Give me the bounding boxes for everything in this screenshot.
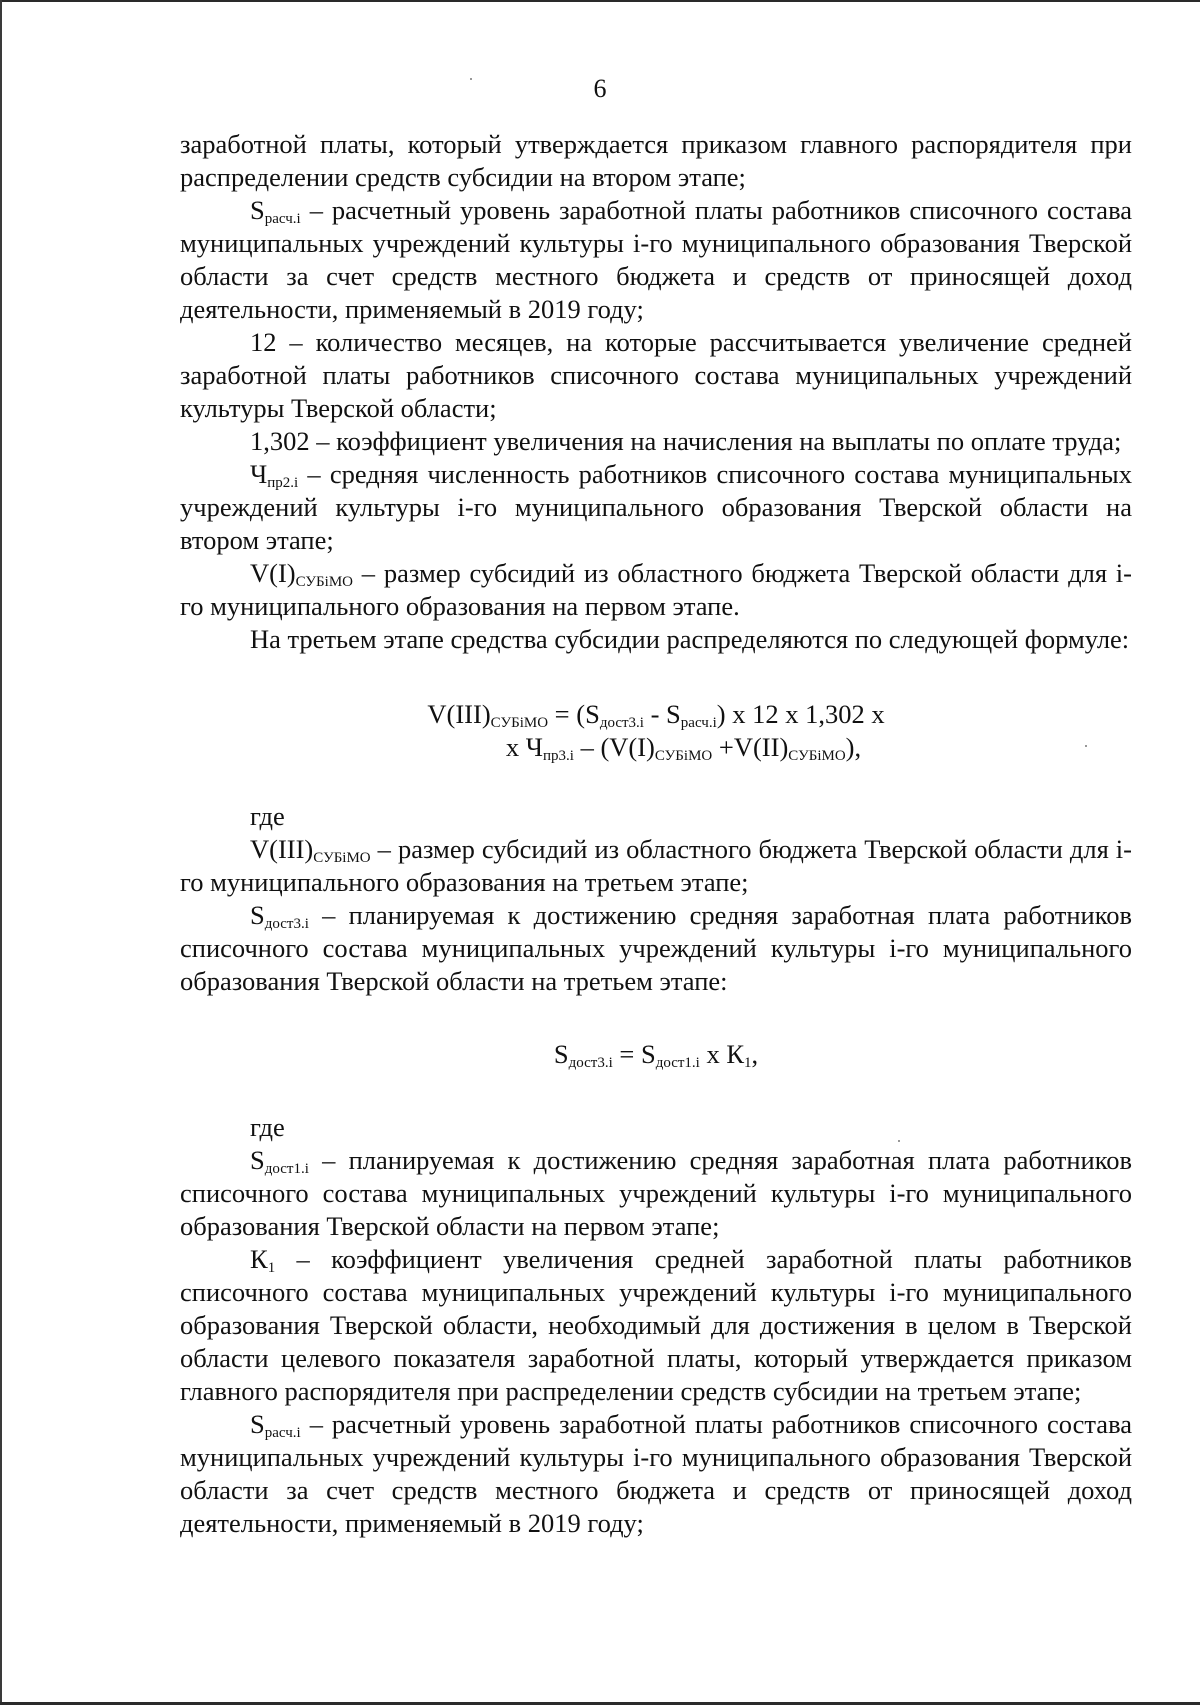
scan-edge-left bbox=[0, 0, 2, 1705]
paragraph: 1,302 – коэффициент увеличения на начисления на выплаты по оплате труда; bbox=[250, 426, 1122, 456]
subscript: 1 bbox=[744, 1055, 752, 1071]
formula-part: S bbox=[553, 1039, 569, 1069]
formula-part: = S bbox=[612, 1039, 656, 1069]
formula-part: V(III) bbox=[427, 699, 491, 729]
formula-target-salary bbox=[180, 1038, 1132, 1071]
symbol: Ч bbox=[250, 459, 268, 489]
symbol: S bbox=[250, 195, 265, 225]
formula-part: x К bbox=[699, 1039, 745, 1069]
paragraph: заработной платы, который утверждается приказом главного распорядителя при распределении средств субсидии на втором этапе; bbox=[180, 129, 1132, 192]
where-label: где bbox=[250, 801, 285, 831]
subscript: пр3.i bbox=[542, 748, 574, 764]
formula-subsidy-third-stage bbox=[180, 698, 1132, 764]
where-label: где bbox=[250, 1112, 285, 1142]
symbol: S bbox=[250, 1409, 265, 1439]
subscript: расч.i bbox=[264, 1425, 301, 1441]
formula-part: +V(II) bbox=[712, 732, 789, 762]
paragraph bbox=[180, 899, 1132, 998]
formula-part: – (V(I) bbox=[573, 732, 655, 762]
symbol: S bbox=[250, 1145, 265, 1175]
paragraph bbox=[180, 1243, 1132, 1408]
paragraph bbox=[180, 194, 1132, 326]
subscript: дост3.i bbox=[264, 916, 309, 932]
formula-part: ), bbox=[845, 732, 862, 762]
paragraph-text: – средняя численность работников списочного состава муниципальных учреждений культуры i-го муниципального образования Тверской области на втором этапе; bbox=[180, 459, 1132, 555]
subscript: СУБiМО bbox=[490, 715, 549, 731]
paragraph-text: – коэффициент увеличения средней заработной платы работников списочного состава муниципальных учреждений культуры i-го муниципального образования Тверской области, необходимый для достижения в целом в Тверской области целевого показателя заработной платы, который утверждается приказом главного распорядителя при распределении средств субсидии на третьем этапе; bbox=[180, 1244, 1132, 1406]
scan-edge-top bbox=[0, 0, 1200, 2]
page-number: 6 bbox=[593, 74, 607, 103]
subscript: расч.i bbox=[264, 211, 301, 227]
paragraph bbox=[180, 1144, 1132, 1243]
paragraph bbox=[180, 833, 1132, 899]
formula-line bbox=[180, 698, 1132, 731]
paragraph bbox=[180, 458, 1132, 557]
subscript: 1 bbox=[267, 1260, 276, 1276]
paragraph-text: – расчетный уровень заработной платы работников списочного состава муниципальных учреждений культуры i-го муниципального образования Тверской области за счет средств местного бюджета и средств от приносящей доход деятельности, применяемый в 2019 году; bbox=[180, 1409, 1132, 1538]
paragraph-text: – расчетный уровень заработной платы работников списочного состава муниципальных учреждений культуры i-го муниципального образования Тверской области за счет средств местного бюджета и средств от приносящей доход деятельности, применяемый в 2019 году; bbox=[180, 195, 1132, 324]
paragraph bbox=[180, 557, 1132, 623]
body-text bbox=[180, 128, 1132, 1540]
paragraph-text: – размер субсидий из областного бюджета Тверской области для i-го муниципального образования на первом этапе. bbox=[180, 558, 1132, 621]
paragraph-text: – планируемая к достижению средняя заработная плата работников списочного состава муниципальных учреждений культуры i-го муниципального образования Тверской области на третьем этапе: bbox=[180, 900, 1132, 996]
symbol: К bbox=[250, 1244, 268, 1274]
paragraph-text: – размер субсидий из областного бюджета Тверской области для i-го муниципального образования на третьем этапе; bbox=[180, 834, 1132, 897]
symbol: V(I) bbox=[250, 558, 296, 588]
subscript: СУБiМО bbox=[313, 850, 371, 866]
paragraph: На третьем этапе средства субсидии распределяются по следующей формуле: bbox=[250, 624, 1130, 654]
formula-part: = (S bbox=[548, 699, 600, 729]
subscript: дост3.i bbox=[568, 1055, 613, 1071]
formula-part: ) x 12 x 1,302 x bbox=[716, 699, 885, 729]
symbol: S bbox=[250, 900, 265, 930]
subscript: СУБiМО bbox=[654, 748, 713, 764]
subscript: расч.i bbox=[680, 715, 717, 731]
subscript: дост3.i bbox=[599, 715, 644, 731]
paragraph-text: – планируемая к достижению средняя заработная плата работников списочного состава муниципальных учреждений культуры i-го муниципального образования Тверской области на первом этапе; bbox=[180, 1145, 1132, 1241]
subscript: пр2.i bbox=[267, 475, 299, 491]
formula-line bbox=[180, 731, 1132, 764]
subscript: СУБiМО bbox=[788, 748, 846, 764]
symbol: V(III) bbox=[250, 834, 314, 864]
subscript: СУБiМО bbox=[295, 574, 354, 590]
formula-part: x Ч bbox=[505, 732, 543, 762]
formula-part: , bbox=[751, 1039, 759, 1069]
subscript: дост1.i bbox=[655, 1055, 700, 1071]
subscript: дост1.i bbox=[264, 1161, 309, 1177]
paragraph bbox=[180, 1408, 1132, 1540]
formula-part: - S bbox=[643, 699, 681, 729]
paragraph: 12 – количество месяцев, на которые рассчитывается увеличение средней заработной платы работников списочного состава муниципальных учреждений культуры Тверской области; bbox=[180, 327, 1132, 423]
